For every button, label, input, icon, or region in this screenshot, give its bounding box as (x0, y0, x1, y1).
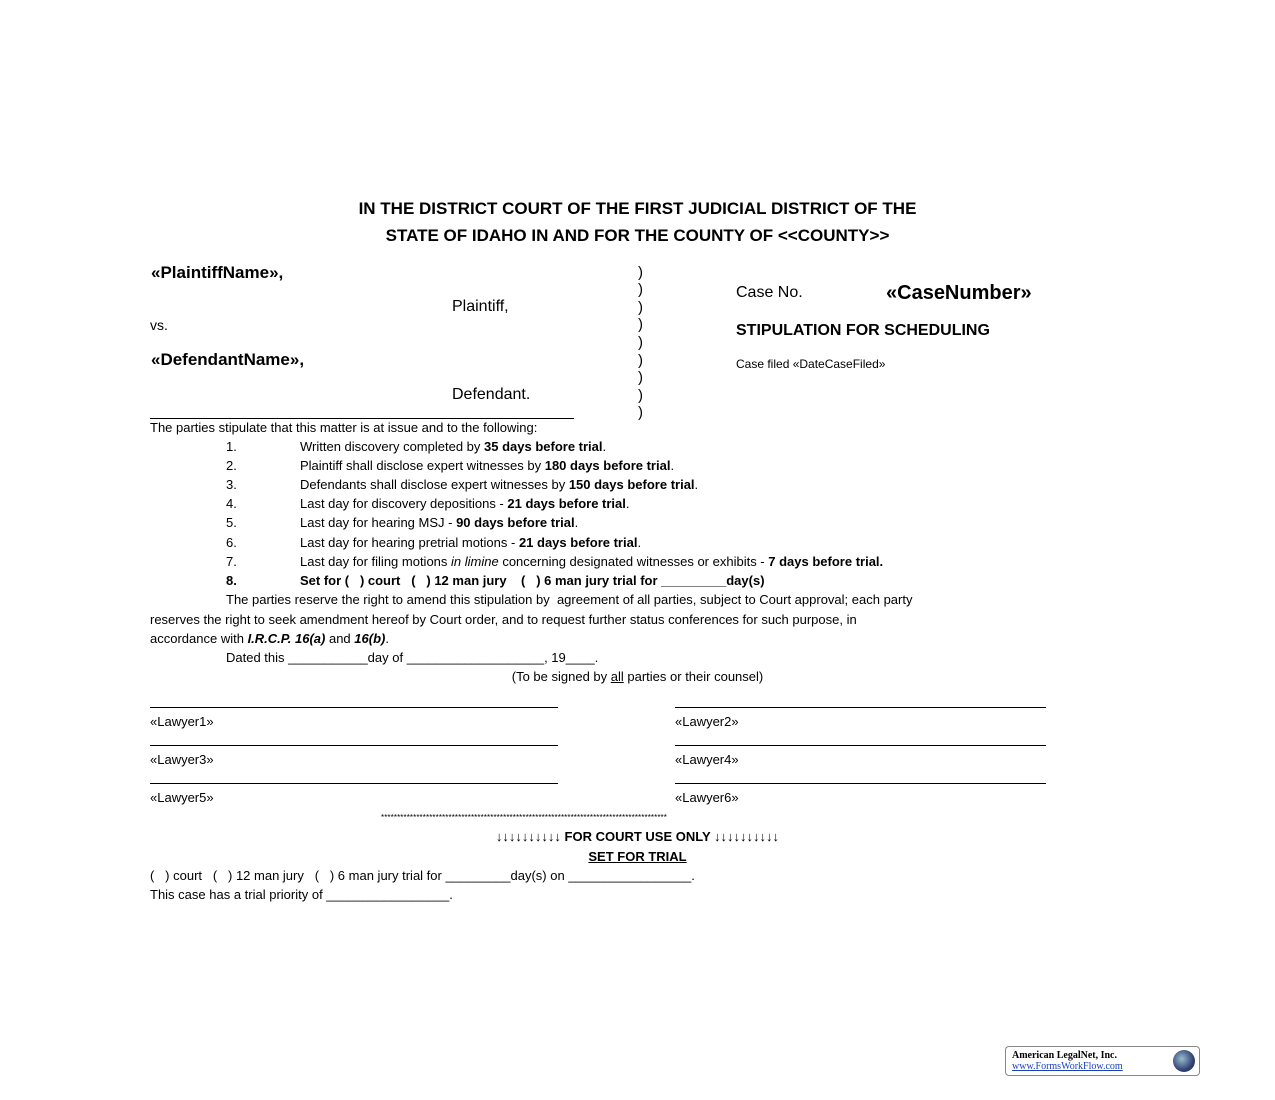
paren: ) (638, 404, 643, 421)
item-text: Last day for hearing MSJ - (300, 515, 457, 530)
item-number: 7. (226, 554, 237, 569)
plaintiff-label: Plaintiff, (452, 298, 509, 315)
list-item (300, 458, 674, 474)
item-number: 1. (226, 439, 237, 454)
item-number: 2. (226, 458, 237, 473)
item-deadline: 21 days before trial (518, 535, 638, 550)
list-item (300, 477, 698, 493)
star-divider: ***************************************************************************************** (381, 813, 667, 822)
item-text: Defendants shall disclose expert witnesses by (300, 477, 569, 492)
court-use-heading: ↓↓↓↓↓↓↓↓↓↓ FOR COURT USE ONLY ↓↓↓↓↓↓↓↓↓↓ (495, 829, 780, 844)
paren: ) (638, 387, 643, 404)
rule-ref: I.R.C.P. 16(a) (247, 631, 326, 646)
item-text: Written discovery completed by (300, 439, 484, 454)
case-number: «CaseNumber» (886, 282, 1032, 304)
item-text: Last day for filing motions (300, 554, 452, 569)
item-end: . (625, 496, 630, 511)
item-italic: in limine (451, 554, 499, 569)
lawyer-1: «Lawyer1» (150, 714, 214, 729)
court-header-line1: IN THE DISTRICT COURT OF THE FIRST JUDICIAL DISTRICT OF THE (358, 199, 917, 218)
signing-note (0, 669, 1275, 685)
dated-line: Dated this ___________day of ___________________, 19____. (226, 650, 599, 665)
item-end: . (694, 477, 699, 492)
lawyer-3: «Lawyer3» (150, 752, 214, 767)
item-deadline: 21 days before trial (507, 496, 626, 511)
defendant-name: «DefendantName», (151, 350, 305, 369)
defendant-label: Defendant. (452, 386, 531, 403)
item-number: 6. (226, 535, 237, 550)
paragraph-line2: reserves the right to seek amendment hereof by Court order, and to request further status conferences for such purpose, in (150, 612, 857, 627)
paragraph-line1: The parties reserve the right to amend this stipulation by agreement of all parties, subject to Court approval; each party (226, 592, 913, 607)
list-item (300, 515, 578, 531)
item-number: 4. (226, 496, 237, 511)
case-no-label: Case No. (736, 284, 803, 301)
document-title: STIPULATION FOR SCHEDULING (736, 322, 990, 339)
lawyer-2: «Lawyer2» (675, 714, 739, 729)
plaintiff-name: «PlaintiffName», (151, 263, 284, 282)
lawyer-5: «Lawyer5» (150, 790, 214, 805)
globe-icon (1173, 1050, 1195, 1072)
signature-line[interactable] (150, 783, 558, 784)
item-text: Plaintiff shall disclose expert witnesses by (300, 458, 545, 473)
lawyer-6: «Lawyer6» (675, 790, 739, 805)
american-legalnet-logo[interactable] (1005, 1046, 1200, 1076)
item-text: Last day for discovery depositions - (300, 496, 508, 511)
item-deadline: 180 days before trial (544, 458, 671, 473)
item-text: Last day for hearing pretrial motions - (300, 535, 519, 550)
logo-url[interactable]: www.FormsWorkFlow.com (1012, 1061, 1123, 1072)
intro-text: The parties stipulate that this matter is at issue and to the following: (150, 420, 538, 435)
signature-line[interactable] (150, 707, 558, 708)
item-end: . (574, 515, 579, 530)
paren: ) (638, 281, 643, 298)
list-item: Set for ( ) court ( ) 12 man jury ( ) 6 man jury trial for _________day(s) (300, 573, 765, 588)
signature-line[interactable] (675, 707, 1046, 708)
case-filed: Case filed «DateCaseFiled» (736, 357, 886, 371)
item-deadline: 7 days before trial. (768, 554, 884, 569)
list-item (300, 439, 606, 455)
paren: ) (638, 334, 643, 351)
court-trial-line: ( ) court ( ) 12 man jury ( ) 6 man jury trial for _________day(s) on _________________. (150, 868, 695, 883)
logo-name: American LegalNet, Inc. (1012, 1050, 1117, 1061)
paren: ) (638, 369, 643, 386)
paren: ) (638, 316, 643, 333)
vs-label: vs. (150, 317, 168, 333)
item-number: 3. (226, 477, 237, 492)
court-header-line2: STATE OF IDAHO IN AND FOR THE COUNTY OF <<COUNTY>> (385, 226, 890, 245)
item-end: . (602, 439, 607, 454)
item-end: . (637, 535, 642, 550)
set-for-trial-heading: SET FOR TRIAL (588, 849, 687, 864)
text: parties or their counsel) (623, 669, 764, 684)
list-item (300, 554, 883, 570)
text: accordance with (150, 631, 248, 646)
paren: ) (638, 264, 643, 281)
item-deadline: 35 days before trial (484, 439, 603, 454)
item-number: 5. (226, 515, 237, 530)
text: and (325, 631, 355, 646)
text: all (610, 669, 624, 684)
paragraph-line3 (150, 631, 389, 647)
signature-line[interactable] (675, 745, 1046, 746)
item-deadline: 90 days before trial (456, 515, 575, 530)
rule-ref: 16(b) (354, 631, 386, 646)
paren: ) (638, 352, 643, 369)
item-end: . (670, 458, 675, 473)
signature-line[interactable] (150, 745, 558, 746)
item-text: concerning designated witnesses or exhibits - (498, 554, 769, 569)
caption-underline (150, 418, 574, 419)
lawyer-4: «Lawyer4» (675, 752, 739, 767)
list-item (300, 535, 641, 551)
text: (To be signed by (511, 669, 611, 684)
trial-priority-line: This case has a trial priority of _________________. (150, 887, 453, 902)
item-number: 8. (226, 573, 237, 588)
item-deadline: 150 days before trial (568, 477, 695, 492)
paren: ) (638, 299, 643, 316)
list-item (300, 496, 630, 512)
signature-line[interactable] (675, 783, 1046, 784)
text: . (385, 631, 389, 646)
